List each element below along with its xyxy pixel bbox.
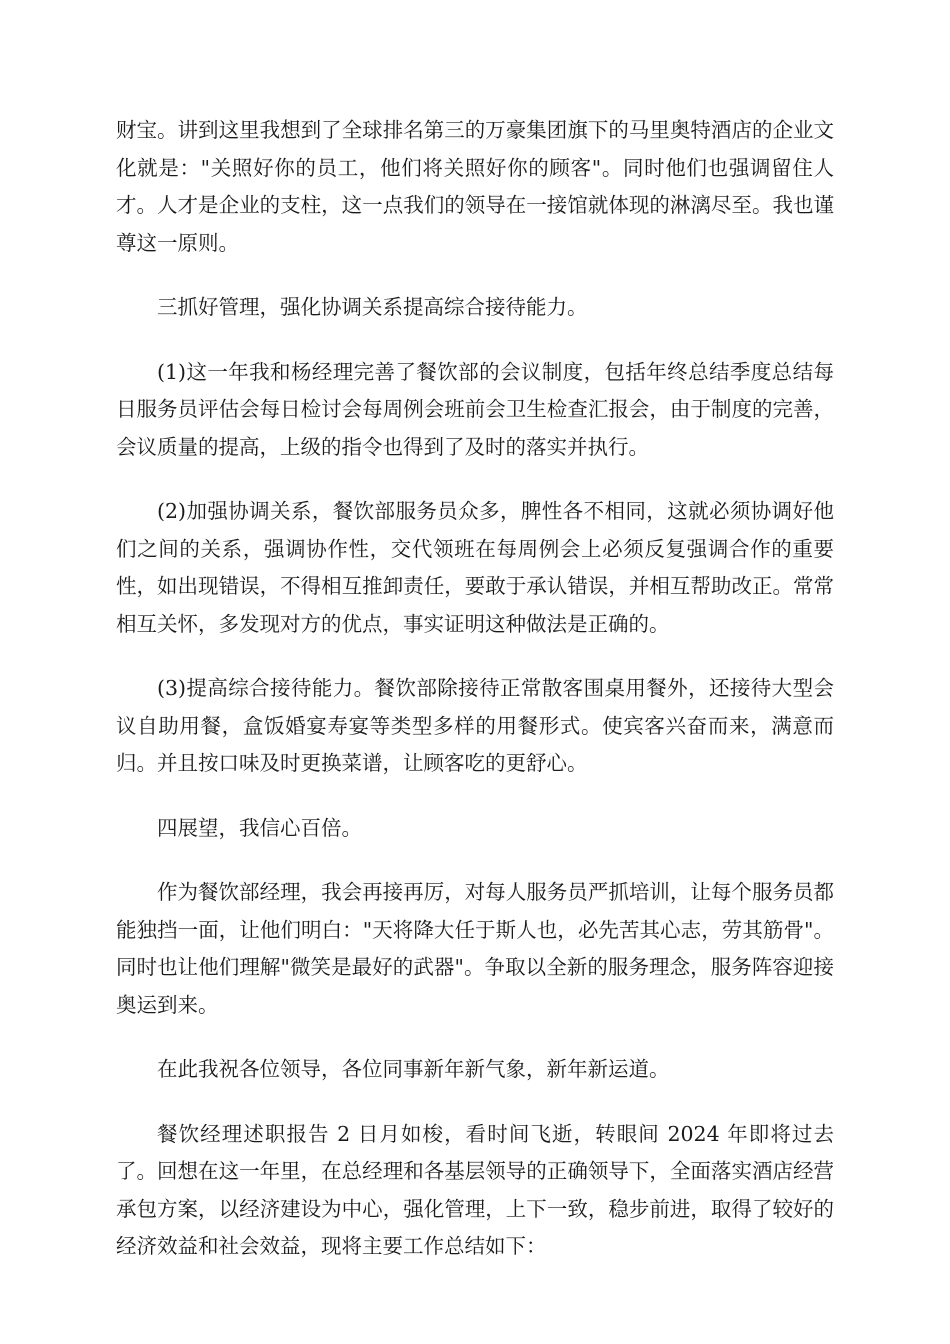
paragraph-7: 作为餐饮部经理，我会再接再厉，对每人服务员严抓培训，让每个服务员都能独挡一面，让他们明白："天将降大任于斯人也，必先苦其心志，劳其筋骨"。同时也让他们理解"微笑是最好的武器"。争取以全新的服务理念，服务阵容迎接奥运到来。 (116, 880, 834, 1017)
paragraph-3: (1)这一年我和杨经理完善了餐饮部的会议制度，包括年终总结季度总结每日服务员评估会每日检讨会每周例会班前会卫生检查汇报会，由于制度的完善，会议质量的提高，上级的指令也得到了及时的落实并执行。 (116, 359, 834, 459)
document-body (116, 112, 834, 1293)
paragraph-4: (2)加强协调关系，餐饮部服务员众多，脾性各不相同，这就必须协调好他们之间的关系，强调协作性，交代领班在每周例会上必须反复强调合作的重要性，如出现错误，不得相互推卸责任，要敢于承认错误，并相互帮助改正。常常相互关怀，多发现对方的优点，事实证明这种做法是正确的。 (116, 499, 834, 636)
paragraph-5: (3)提高综合接待能力。餐饮部除接待正常散客围桌用餐外，还接待大型会议自助用餐，盒饭婚宴寿宴等类型多样的用餐形式。使宾客兴奋而来，满意而归。并且按口味及时更换菜谱，让顾客吃的更舒心。 (116, 676, 834, 775)
paragraph-6: 四展望，我信心百倍。 (157, 815, 362, 840)
paragraph-2: 三抓好管理，强化协调关系提高综合接待能力。 (157, 295, 588, 319)
paragraph-8: 在此我祝各位领导，各位同事新年新气象，新年新运道。 (157, 1057, 670, 1081)
paragraph-1: 财宝。讲到这里我想到了全球排名第三的万豪集团旗下的马里奥特酒店的企业文化就是："关照好你的员工，他们将关照好你的顾客"。同时他们也强调留住人才。人才是企业的支柱，这一点我们的领导在一接馆就体现的淋漓尽至。我也谨尊这一原则。 (116, 118, 834, 255)
paragraph-9: 餐饮经理述职报告 2 日月如梭，看时间飞逝，转眼间 2024 年即将过去了。回想在这一年里，在总经理和各基层领导的正确领导下，全面落实酒店经营承包方案，以经济建设为中心，强化管理，上下一致，稳步前进，取得了较好的经济效益和社会效益，现将主要工作总结如下： (116, 1121, 834, 1258)
